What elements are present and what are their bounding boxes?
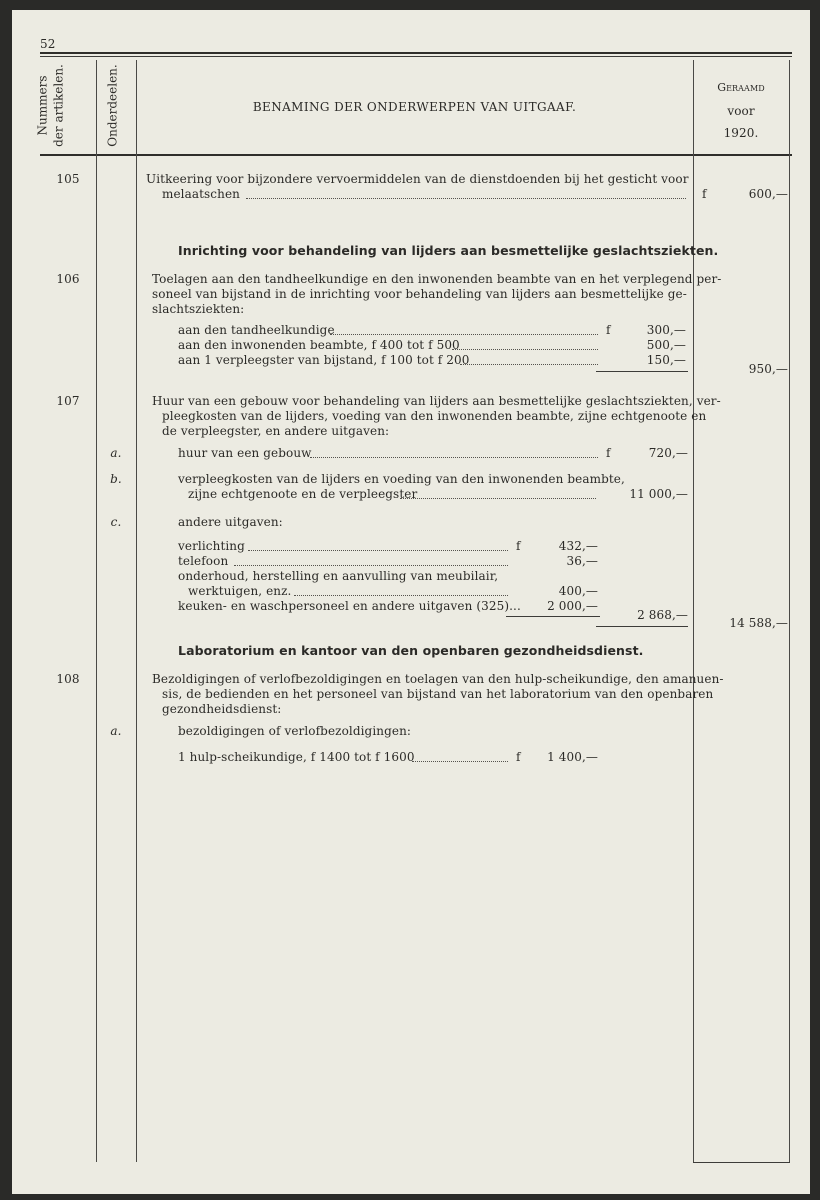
column-divider-2 — [136, 60, 137, 1162]
art105-currency: f — [702, 187, 707, 201]
art106-item3-label: aan 1 verpleegster van bijstand, f 100 tot f 200 — [178, 353, 470, 367]
art106-text-line2: soneel van bijstand in de inrichting voor behandeling van lijders aan besmettelijke ge- — [152, 287, 687, 301]
art107-a-text: huur van een gebouw — [178, 446, 312, 460]
leader-dots — [246, 196, 686, 199]
art108-a-label: a. — [110, 724, 122, 738]
article-number-107: 107 — [56, 394, 80, 408]
art108-text-line2: sis, de bedienden en het personeel van bijstand van het laboratorium van den openbaren — [162, 687, 714, 701]
art107-b-label: b. — [110, 472, 122, 486]
art106-item1-amount: 300,— — [646, 323, 686, 337]
art105-amount: 600,— — [748, 187, 788, 201]
subtotal-rule — [596, 626, 688, 627]
section-heading-laboratorium: Laboratorium en kantoor van den openbaren gezondheidsdienst. — [178, 643, 644, 658]
leader-dots — [412, 759, 508, 762]
header-nummers-1: Nummers — [35, 75, 50, 136]
column-divider-4 — [789, 60, 790, 1162]
art105-text-line1: Uitkeering voor bijzondere vervoermiddelen van de dienstdoenden bij het gesticht voor — [146, 172, 689, 186]
art107-b-text-line1: verpleegkosten van de lijders en voeding van den inwonenden beambte, — [178, 472, 625, 486]
art107-a-label: a. — [110, 446, 122, 460]
article-number-106: 106 — [56, 272, 80, 286]
art107-c4-amount: 2 000,— — [547, 599, 598, 613]
art106-text-line1: Toelagen aan den tandheelkundige en den inwonenden beambte van en het verplegend per- — [152, 272, 722, 286]
leader-dots — [330, 332, 598, 335]
leader-dots — [294, 593, 508, 596]
art107-c3-amount: 400,— — [558, 584, 598, 598]
leader-dots — [452, 347, 598, 350]
art106-text-line3: slachtsziekten: — [152, 302, 245, 316]
art108-text-line3: gezondheidsdienst: — [162, 702, 282, 716]
art108-a1-currency: f — [516, 750, 521, 764]
art107-c-total: 2 868,— — [637, 608, 688, 622]
art107-text-line3: de verpleegster, en andere uitgaven: — [162, 424, 390, 438]
column-divider-1 — [96, 60, 97, 1162]
art107-c2-amount: 36,— — [566, 554, 598, 568]
art106-item2-label: aan den inwonenden beambte, f 400 tot f 500 — [178, 338, 460, 352]
art107-text-line1: Huur van een gebouw voor behandeling van lijders aan besmettelijke geslachtsziekten, ver- — [152, 394, 721, 408]
art107-b-amount: 11 000,— — [629, 487, 688, 501]
header-nummers-2: der artikelen. — [51, 64, 66, 147]
art105-text-line2: melaatschen — [162, 187, 240, 201]
header-voor: voor — [727, 104, 755, 118]
art107-total: 14 588,— — [729, 616, 788, 630]
article-number-105: 105 — [56, 172, 80, 186]
art107-c4-label: keuken- en waschpersoneel en andere uitgaven (325)... — [178, 599, 521, 613]
art106-item1-label: aan den tandheelkundige — [178, 323, 335, 337]
art106-item3-amount: 150,— — [646, 353, 686, 367]
header-geraamd: Geraamd — [717, 81, 765, 94]
subtotal-rule — [506, 616, 600, 617]
art107-c3-label-line2: werktuigen, enz. — [188, 584, 292, 598]
art108-a1-label: 1 hulp-scheikundige, f 1400 tot f 1600 — [178, 750, 415, 764]
art107-a-amount: 720,— — [648, 446, 688, 460]
art107-a-currency: f — [606, 446, 611, 460]
art108-a1-amount: 1 400,— — [547, 750, 598, 764]
header-benaming: BENAMING DER ONDERWERPEN VAN UITGAAF. — [252, 100, 577, 114]
art106-item2-amount: 500,— — [646, 338, 686, 352]
column-divider-3 — [693, 60, 694, 1162]
art107-c1-amount: 432,— — [558, 539, 598, 553]
header-year: 1920. — [723, 126, 759, 140]
leader-dots — [310, 455, 598, 458]
art107-c3-label-line1: onderhoud, herstelling en aanvulling van meubilair, — [178, 569, 499, 583]
subtotal-rule — [596, 371, 688, 372]
art107-c2-label: telefoon — [178, 554, 229, 568]
art107-c-text: andere uitgaven: — [178, 515, 283, 529]
bottom-rule — [693, 1162, 790, 1163]
article-number-108: 108 — [56, 672, 80, 686]
art106-item1-currency: f — [606, 323, 611, 337]
page-number: 52 — [40, 37, 56, 51]
art107-c1-label: verlichting — [178, 539, 245, 553]
leader-dots — [234, 563, 508, 566]
header-onderdeelen: Onderdeelen. — [105, 64, 120, 147]
document-page — [12, 10, 810, 1194]
art106-total: 950,— — [748, 362, 788, 376]
top-rule-thin — [40, 56, 792, 57]
leader-dots — [460, 362, 598, 365]
header-rule — [40, 154, 792, 156]
art107-b-text-line2: zijne echtgenoote en de verpleegster — [188, 487, 418, 501]
section-heading-geslachtsziekten: Inrichting voor behandeling van lijders aan besmettelijke geslachtsziekten. — [178, 243, 719, 258]
art108-text-line1: Bezoldigingen of verlofbezoldigingen en toelagen van den hulp-scheikundige, den amanuen- — [152, 672, 724, 686]
art108-a-text: bezoldigingen of verlofbezoldigingen: — [178, 724, 412, 738]
leader-dots — [400, 496, 596, 499]
top-rule — [40, 52, 792, 54]
art107-c-label: c. — [110, 515, 122, 529]
leader-dots — [248, 548, 508, 551]
art107-c1-currency: f — [516, 539, 521, 553]
art107-text-line2: pleegkosten van de lijders, voeding van den inwonenden beambte, zijne echtgenoote en — [162, 409, 707, 423]
